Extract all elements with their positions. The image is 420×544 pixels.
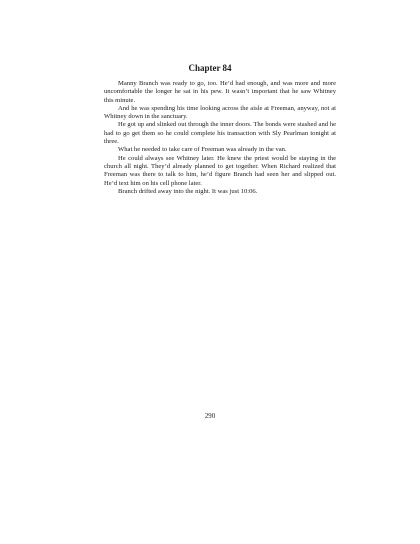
chapter-body [104, 80, 336, 196]
page-number: 290 [204, 413, 216, 420]
paragraph: Branch drifted away into the night. It was just 10:06. [118, 187, 258, 195]
paragraph: And he was spending his time looking across the aisle at Freeman, anyway, not at Whitney down in the sanctuary. [104, 104, 336, 121]
paragraph: He could always see Whitney later. He knew the priest would be staying in the church all night. They’d already planned to get together. When Richard realized that Freeman was there to talk to him, he’d figure Branch had seen her and slipped out. He’d text him on his cell phone later. [104, 154, 336, 187]
chapter-title: Chapter 84 [188, 63, 232, 73]
paragraph: He got up and slinked out through the inner doors. The bonds were stashed and he had to go get them so he could complete his transaction with Sly Pearlman tonight at three. [104, 121, 336, 146]
paragraph: Manny Branch was ready to go, too. He’d had enough, and was more and more uncomfortable the longer he sat in his pew. It wasn’t important that he saw Whitney this minute. [104, 80, 336, 104]
paragraph: What he needed to take care of Freeman was already in the van. [118, 146, 287, 154]
